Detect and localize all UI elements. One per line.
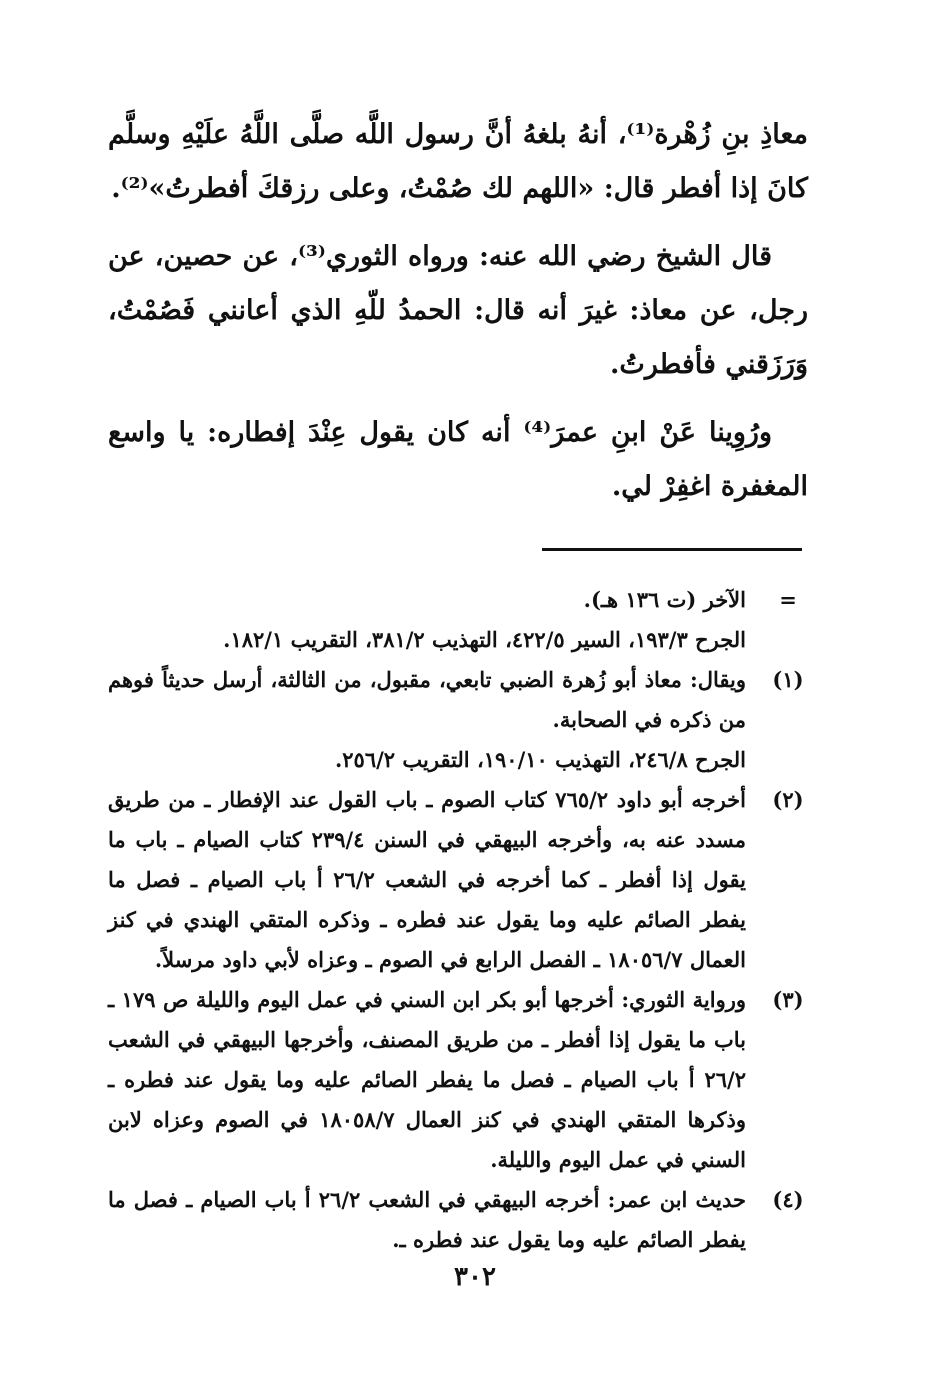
footnote-line: أخرجه أبو داود ٧٦٥/٢ كتاب الصوم ـ باب القول عند الإفطار ـ من طريق مسدد عنه به، وأخرجه البيهقي في السنن ٢٣٩/٤ كتاب الصيام ـ باب ما يقول إذا أفطر ـ كما أخرجه في الشعب ٢٦/٢ أ باب الصيام ـ فصل ما يفطر الصائم عليه وما يقول عند فطره ـ وذكره المتقي الهندي في كنز العمال ١٨٠٥٦/٧ ـ الفصل الرابع في الصوم ـ وعزاه لأبي داود مرسلاً. — [108, 787, 746, 972]
footnote-line: ويقال: معاذ أبو زُهرة الضبي تابعي، مقبول، من الثالثة، أرسل حديثاً فوهم من ذكره في الصحابة. — [108, 667, 746, 732]
footnote-marker: (٣) — [772, 987, 804, 1012]
footnotes — [108, 580, 808, 1260]
footnote-marker: (٢) — [772, 787, 804, 812]
page-number: ٣٠٢ — [454, 1262, 496, 1292]
footnote-separator — [542, 548, 802, 551]
paragraph-3: ورُوِينا عَنْ ابنِ عمرَ⁽⁴⁾ أنه كان يقول عِنْدَ إفطاره: يا واسع المغفرة اغفِرْ لي. — [108, 417, 808, 502]
footnote-2 — [108, 780, 808, 980]
footnote-line: حديث ابن عمر: أخرجه البيهقي في الشعب ٢٦/٢ أ باب الصيام ـ فصل ما يفطر الصائم عليه وما يقول عند فطره ـ. — [108, 1187, 746, 1252]
footnote-marker: (٤) — [772, 1187, 804, 1212]
footnote-1 — [108, 660, 808, 780]
footnote-continuation — [108, 580, 808, 660]
paragraph-1: معاذِ بنِ زُهْرة⁽¹⁾، أنهُ بلغهُ أنَّ رسول اللَّه صلَّى اللَّهُ علَيْهِ وسلَّم كانَ إذا أفطر قال: «اللهم لك صُمْتُ، وعلى رزقكَ أفطرتُ»⁽²⁾. — [108, 119, 808, 204]
footnote-4 — [108, 1180, 808, 1260]
main-text — [108, 108, 808, 528]
paragraph-2: قال الشيخ رضي الله عنه: ورواه الثوري⁽³⁾، عن حصين، عن رجل، عن معاذ: غيرَ أنه قال: الحمدُ للّهِ الذي أعانني فَصُمْتُ، وَرَزَقني فأفطرتُ. — [108, 241, 808, 380]
footnote-3 — [108, 980, 808, 1180]
footnote-marker: = — [779, 587, 797, 612]
footnote-line: الجرح ٢٤٦/٨، التهذيب ١٩٠/١٠، التقريب ٢٥٦/٢. — [334, 747, 746, 772]
footnote-line: ورواية الثوري: أخرجها أبو بكر ابن السني في عمل اليوم والليلة ص ١٧٩ ـ باب ما يقول إذا أفطر ـ من طريق المصنف، وأخرجها البيهقي في الشعب ٢٦/٢ أ باب الصيام ـ فصل ما يفطر الصائم عليه وما يقول عند فطره ـ وذكرها المتقي الهندي في كنز العمال ١٨٠٥٨/٧ في الصوم وعزاه لابن السني في عمل اليوم والليلة. — [108, 987, 747, 1172]
footnote-marker: (١) — [772, 667, 804, 692]
footnote-line: الجرح ١٩٣/٣، السير ٤٢٢/٥، التهذيب ٣٨١/٢، التقريب ١٨٢/١. — [223, 627, 746, 652]
footnote-line: الآخر (ت ١٣٦ هـ). — [583, 587, 746, 612]
